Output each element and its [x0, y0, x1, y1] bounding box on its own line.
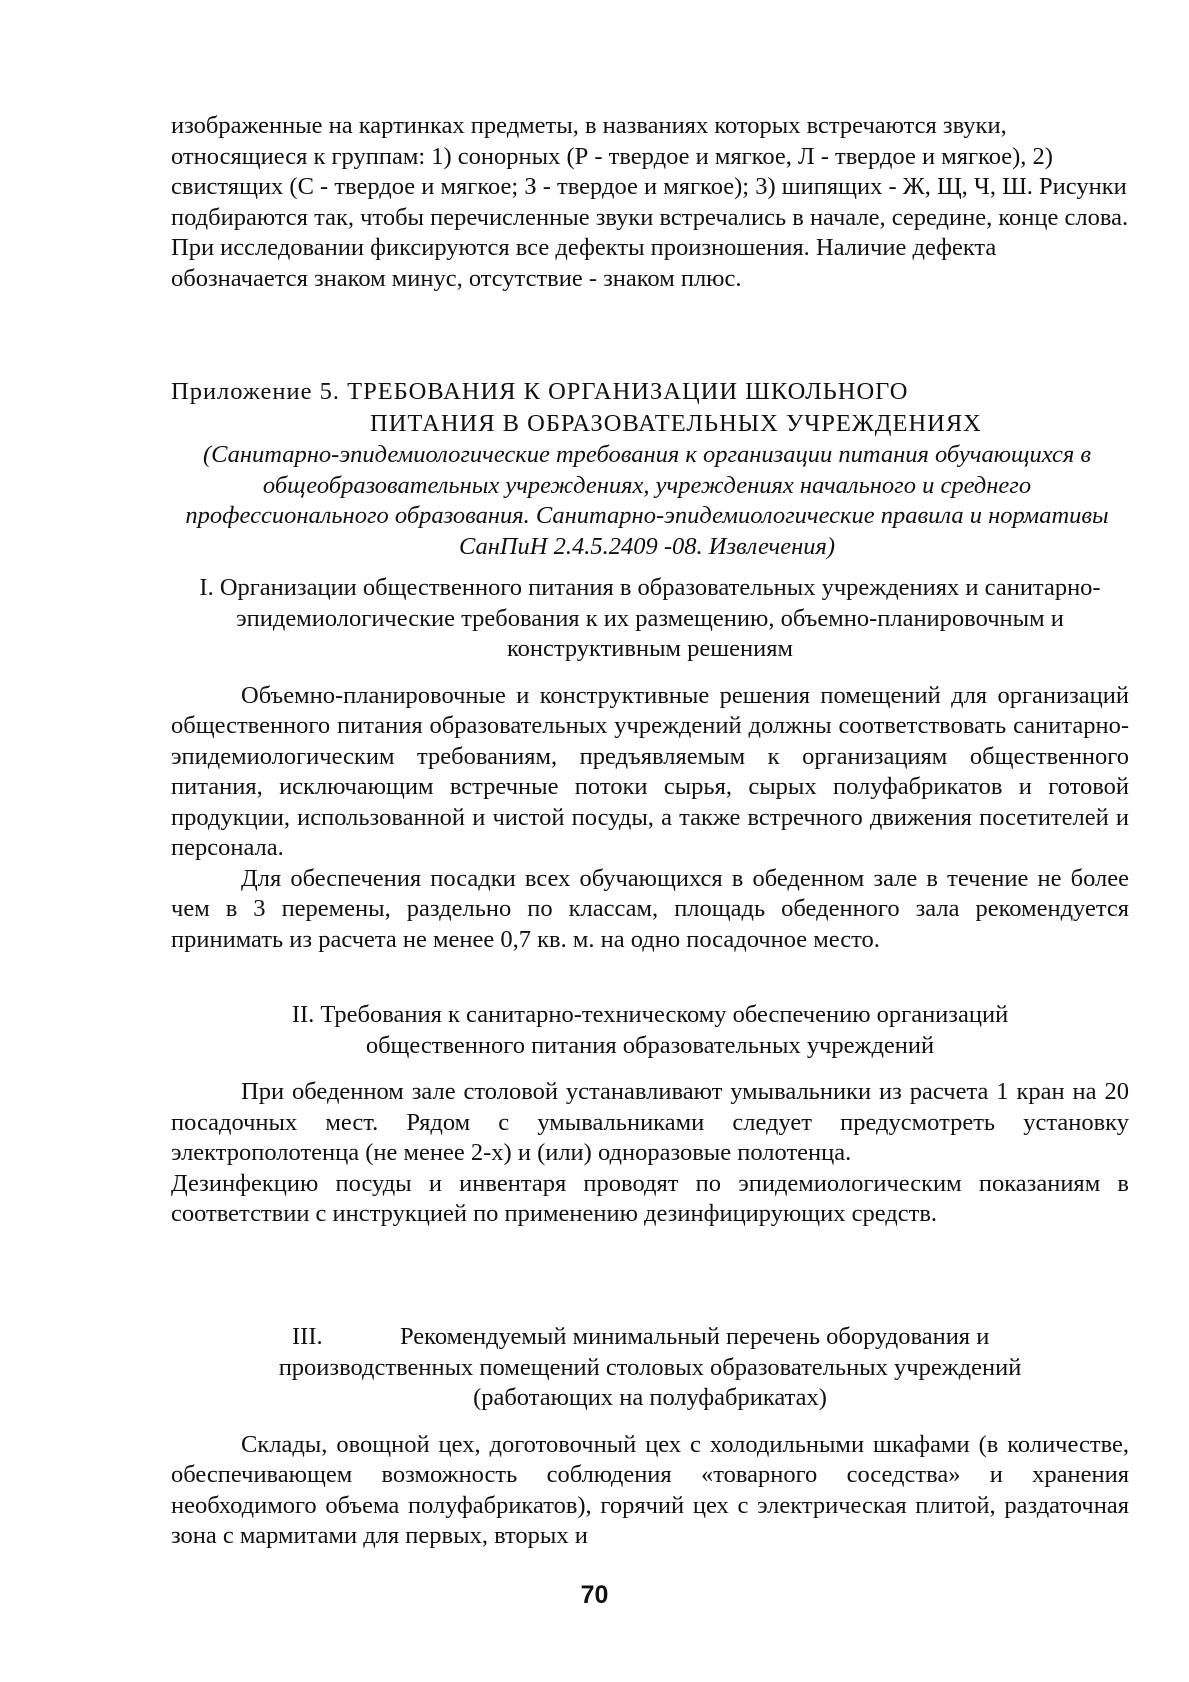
appendix-title [171, 376, 1129, 440]
section-3-numeral: III. [292, 1323, 323, 1350]
appendix-title-line1: Приложение 5. ТРЕБОВАНИЯ К ОРГАНИЗАЦИИ ШКОЛЬНОГО [171, 378, 909, 405]
appendix-subtitle [171, 440, 1123, 562]
section-3-heading-first: Рекомендуемый минимальный перечень оборудования и [400, 1323, 990, 1350]
subtitle-text: (Санитарно-эпидемиологические требования к организации питания обучающихся в общеобразовательных учреждениях, учреждениях начального и среднего профессионального образования. Санитарно-эпидемиологические правила и нормативы СанПиН 2.4.5.2409 -08. Извлечения) [185, 441, 1109, 560]
section-2-paragraph-1: При обеденном зале столовой устанавливают умывальники из расчета 1 кран на 20 посадочных мест. Рядом с умывальниками следует предусмотреть установку электрополотенца (не менее 2-х) и (или) одноразовые полотенца. [171, 1078, 1129, 1166]
section-2 [171, 1000, 1129, 1230]
section-1-paragraph-2: Для обеспечения посадки всех обучающихся в обеденном зале в течение не более чем в 3 перемены, раздельно по классам, площадь обеденного зала рекомендуется принимать из расчета не менее 0,7 кв. м. на одно посадочное место. [171, 864, 1129, 953]
section-3 [171, 1322, 1129, 1552]
page-number: 70 [580, 1581, 609, 1609]
intro-paragraph: изображенные на картинках предметы, в названиях которых встречаются звуки, относящиеся к группам: 1) сонорных (Р - твердое и мягкое, Л - твердое и мягкое), 2) свистящих (С - твердое и мягкое; З - твердое и мягкое); 3) шипящих - Ж, Щ, Ч, Ш. Рисунки подбираются так, чтобы перечисленные звуки встречались в начале, середине, конце слова. При исследовании фиксируются все дефекты произношения. Наличие дефекта обозначается знаком минус, отсутствие - знаком плюс. [171, 112, 1129, 292]
section-2-paragraph-2: Дезинфекцию посуды и инвентаря проводят по эпидемиологическим показаниям в соответствии с инструкцией по применению дезинфицирующих средств. [171, 1169, 1129, 1227]
appendix-title-line2: ПИТАНИЯ В ОБРАЗОВАТЕЛЬНЫХ УЧРЕЖДЕНИЯХ [370, 410, 982, 437]
section-1-paragraph-1: Объемно-планировочные и конструктивные решения помещений для организаций общественного питания образовательных учреждений должны соответствовать санитарно-эпидемиологическим требованиям, предъявляемым к организациям общественного питания, исключающим встречные потоки сырья, сырых полуфабрикатов и готовой продукции, использованной и чистой посуды, а также встречного движения посетителей и персонала. [171, 681, 1129, 861]
section-1 [171, 573, 1129, 955]
section-3-paragraph-1: Склады, овощной цех, доготовочный цех с холодильными шкафами (в количестве, обеспечивающем возможность соблюдения «товарного соседства» и хранения необходимого объема полуфабрикатов), горячий цех с электрическая плитой, раздаточная зона с мармитами для первых, вторых и [171, 1430, 1129, 1549]
intro-block [171, 111, 1129, 294]
section-1-heading: I. Организации общественного питания в образовательных учреждениях и санитарно-эпидемиологические требования к их размещению, объемно-планировочным и конструктивным решениям [199, 574, 1101, 662]
section-3-heading-rest: производственных помещений столовых образовательных учреждений (работающих на полуфабрикатах) [278, 1353, 1022, 1411]
section-2-heading: II. Требования к санитарно-техническому обеспечению организаций общественного питания образовательных учреждений [291, 1001, 1009, 1059]
section-3-heading-line1 [171, 1322, 1129, 1353]
